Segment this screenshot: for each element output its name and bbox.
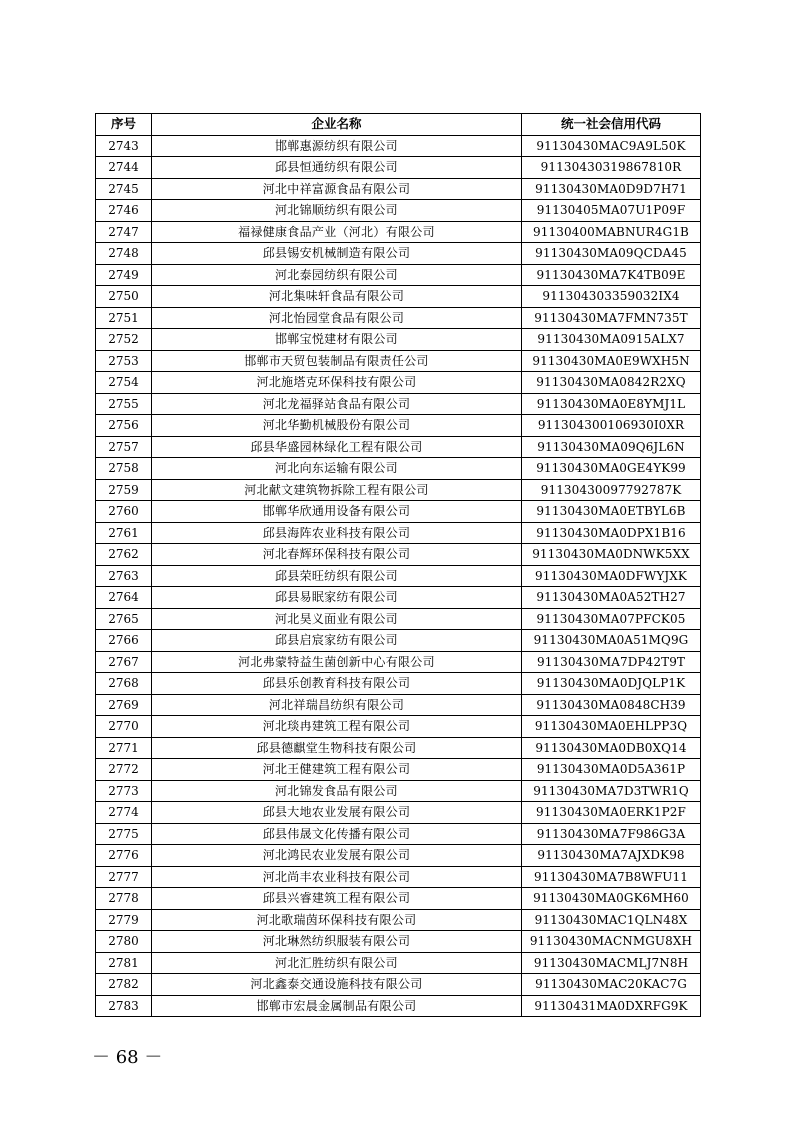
credit-code-cell: 91130430MA7D3TWR1Q: [522, 780, 701, 802]
credit-code-cell: 911304300106930I0XR: [522, 415, 701, 437]
serial-number-cell: 2747: [96, 221, 152, 243]
serial-number-cell: 2770: [96, 716, 152, 738]
serial-number-cell: 2774: [96, 802, 152, 824]
serial-number-cell: 2750: [96, 286, 152, 308]
table-row: [96, 888, 701, 910]
table-row: [96, 802, 701, 824]
table-row: [96, 135, 701, 157]
credit-code-cell: 91130430MA7B8WFU11: [522, 866, 701, 888]
table-row: [96, 178, 701, 200]
serial-number-cell: 2767: [96, 651, 152, 673]
table-row: [96, 458, 701, 480]
serial-number-cell: 2751: [96, 307, 152, 329]
table-row: [96, 780, 701, 802]
serial-number-cell: 2745: [96, 178, 152, 200]
table-row: [96, 565, 701, 587]
table-row: [96, 393, 701, 415]
table-row: [96, 737, 701, 759]
serial-number-cell: 2762: [96, 544, 152, 566]
enterprise-name-cell: 河北集味轩食品有限公司: [152, 286, 522, 308]
table-row: [96, 995, 701, 1017]
enterprise-name-cell: 福禄健康食品产业（河北）有限公司: [152, 221, 522, 243]
table-row: [96, 866, 701, 888]
table-row: [96, 651, 701, 673]
table-row: [96, 243, 701, 265]
serial-number-cell: 2773: [96, 780, 152, 802]
serial-number-cell: 2756: [96, 415, 152, 437]
table-row: [96, 630, 701, 652]
credit-code-cell: 91130430MA0E9WXH5N: [522, 350, 701, 372]
serial-number-cell: 2755: [96, 393, 152, 415]
credit-code-cell: 91130430319867810R: [522, 157, 701, 179]
enterprise-table: [95, 113, 701, 1017]
enterprise-name-cell: 河北歌瑞茵环保科技有限公司: [152, 909, 522, 931]
enterprise-name-cell: 河北王健建筑工程有限公司: [152, 759, 522, 781]
enterprise-name-cell: 邱县海阵农业科技有限公司: [152, 522, 522, 544]
credit-code-cell: 91130430MA0DPX1B16: [522, 522, 701, 544]
enterprise-name-cell: 邱县大地农业发展有限公司: [152, 802, 522, 824]
credit-code-cell: 91130430MA0A51MQ9G: [522, 630, 701, 652]
enterprise-name-cell: 河北尚丰农业科技有限公司: [152, 866, 522, 888]
credit-code-cell: 91130430MA7K4TB09E: [522, 264, 701, 286]
enterprise-name-cell: 河北鸿民农业发展有限公司: [152, 845, 522, 867]
table-row: [96, 759, 701, 781]
credit-code-cell: 91130430MA0ERK1P2F: [522, 802, 701, 824]
table-row: [96, 952, 701, 974]
credit-code-cell: 91130430MA0D9D7H71: [522, 178, 701, 200]
enterprise-name-cell: 河北向东运输有限公司: [152, 458, 522, 480]
table-row: [96, 307, 701, 329]
enterprise-name-cell: 河北龙福驿站食品有限公司: [152, 393, 522, 415]
enterprise-name-cell: 邱县易眠家纺有限公司: [152, 587, 522, 609]
enterprise-name-cell: 河北鑫泰交通设施科技有限公司: [152, 974, 522, 996]
serial-number-cell: 2783: [96, 995, 152, 1017]
credit-code-cell: 91130430MA0E8YMJ1L: [522, 393, 701, 415]
table-row: [96, 673, 701, 695]
serial-number-cell: 2744: [96, 157, 152, 179]
table-row: [96, 479, 701, 501]
enterprise-name-cell: 邱县锡安机械制造有限公司: [152, 243, 522, 265]
serial-number-cell: 2748: [96, 243, 152, 265]
enterprise-name-cell: 河北中祥富源食品有限公司: [152, 178, 522, 200]
credit-code-cell: 91130430097792787K: [522, 479, 701, 501]
serial-number-cell: 2746: [96, 200, 152, 222]
table-row: [96, 350, 701, 372]
credit-code-cell: 91130430MAC9A9L50K: [522, 135, 701, 157]
enterprise-name-cell: 河北弗蒙特益生菌创新中心有限公司: [152, 651, 522, 673]
credit-code-cell: 91130430MA7AJXDK98: [522, 845, 701, 867]
serial-number-cell: 2776: [96, 845, 152, 867]
table-row: [96, 522, 701, 544]
credit-code-cell: 91130430MA7DP42T9T: [522, 651, 701, 673]
table-row: [96, 587, 701, 609]
serial-number-cell: 2764: [96, 587, 152, 609]
credit-code-cell: 91130430MA0DNWK5XX: [522, 544, 701, 566]
enterprise-name-cell: 河北华勤机械股份有限公司: [152, 415, 522, 437]
credit-code-cell: 91130430MACNMGU8XH: [522, 931, 701, 953]
credit-code-cell: 91130430MA0842R2XQ: [522, 372, 701, 394]
serial-number-cell: 2768: [96, 673, 152, 695]
serial-number-cell: 2743: [96, 135, 152, 157]
table-row: [96, 264, 701, 286]
serial-number-cell: 2779: [96, 909, 152, 931]
credit-code-cell: 91130430MA0848CH39: [522, 694, 701, 716]
table-row: [96, 372, 701, 394]
credit-code-cell: 91130430MA09QCDA45: [522, 243, 701, 265]
enterprise-name-cell: 河北琳然纺织服装有限公司: [152, 931, 522, 953]
page-number: － 68 －: [92, 1047, 163, 1068]
serial-number-cell: 2771: [96, 737, 152, 759]
table-row: [96, 200, 701, 222]
enterprise-name-cell: 邯郸惠源纺织有限公司: [152, 135, 522, 157]
serial-number-cell: 2769: [96, 694, 152, 716]
enterprise-name-cell: 邱县德麒堂生物科技有限公司: [152, 737, 522, 759]
serial-number-cell: 2758: [96, 458, 152, 480]
enterprise-name-cell: 邱县伟晟文化传播有限公司: [152, 823, 522, 845]
enterprise-name-cell: 邯郸华欣通用设备有限公司: [152, 501, 522, 523]
serial-number-cell: 2754: [96, 372, 152, 394]
credit-code-cell: 91130430MA0DJQLP1K: [522, 673, 701, 695]
credit-code-cell: 91130430MAC20KAC7G: [522, 974, 701, 996]
enterprise-name-cell: 邱县荣旺纺织有限公司: [152, 565, 522, 587]
credit-code-cell: 91130430MA0A52TH27: [522, 587, 701, 609]
serial-number-cell: 2759: [96, 479, 152, 501]
credit-code-cell: 91130430MA7FMN735T: [522, 307, 701, 329]
table-row: [96, 415, 701, 437]
serial-number-cell: 2781: [96, 952, 152, 974]
table-body: [96, 135, 701, 1017]
table-row: [96, 286, 701, 308]
serial-number-cell: 2757: [96, 436, 152, 458]
enterprise-name-cell: 邱县乐创教育科技有限公司: [152, 673, 522, 695]
serial-number-cell: 2766: [96, 630, 152, 652]
serial-number-cell: 2778: [96, 888, 152, 910]
table-row: [96, 501, 701, 523]
credit-code-cell: 91130430MA0GK6MH60: [522, 888, 701, 910]
serial-number-cell: 2772: [96, 759, 152, 781]
enterprise-name-cell: 河北锦顺纺织有限公司: [152, 200, 522, 222]
enterprise-name-cell: 河北锦发食品有限公司: [152, 780, 522, 802]
table-row: [96, 909, 701, 931]
enterprise-name-cell: 河北昊义面业有限公司: [152, 608, 522, 630]
credit-code-cell: 91130430MA0915ALX7: [522, 329, 701, 351]
credit-code-cell: 91130430MA09Q6JL6N: [522, 436, 701, 458]
table-row: [96, 329, 701, 351]
table-row: [96, 974, 701, 996]
serial-number-cell: 2761: [96, 522, 152, 544]
header-serial-number: 序号: [96, 114, 152, 136]
credit-code-cell: 91130430MA0ETBYL6B: [522, 501, 701, 523]
serial-number-cell: 2753: [96, 350, 152, 372]
credit-code-cell: 91130400MABNUR4G1B: [522, 221, 701, 243]
enterprise-name-cell: 邱县华盛园林绿化工程有限公司: [152, 436, 522, 458]
credit-code-cell: 91130430MA0D5A361P: [522, 759, 701, 781]
table-row: [96, 221, 701, 243]
serial-number-cell: 2765: [96, 608, 152, 630]
enterprise-name-cell: 河北献文建筑物拆除工程有限公司: [152, 479, 522, 501]
table-row: [96, 931, 701, 953]
credit-code-cell: 91130430MA0GE4YK99: [522, 458, 701, 480]
header-credit-code: 统一社会信用代码: [522, 114, 701, 136]
credit-code-cell: 911304303359032IX4: [522, 286, 701, 308]
credit-code-cell: 91130430MA0DB0XQ14: [522, 737, 701, 759]
enterprise-name-cell: 河北汇胜纺织有限公司: [152, 952, 522, 974]
enterprise-name-cell: 河北祥瑞昌纺织有限公司: [152, 694, 522, 716]
enterprise-name-cell: 河北怡园堂食品有限公司: [152, 307, 522, 329]
enterprise-name-cell: 邯郸市宏晨金属制品有限公司: [152, 995, 522, 1017]
table-row: [96, 716, 701, 738]
enterprise-name-cell: 邱县恒通纺织有限公司: [152, 157, 522, 179]
enterprise-name-cell: 邱县兴睿建筑工程有限公司: [152, 888, 522, 910]
serial-number-cell: 2760: [96, 501, 152, 523]
table-row: [96, 694, 701, 716]
table-row: [96, 544, 701, 566]
credit-code-cell: 91130405MA07U1P09F: [522, 200, 701, 222]
enterprise-name-cell: 河北泰园纺织有限公司: [152, 264, 522, 286]
enterprise-name-cell: 河北春辉环保科技有限公司: [152, 544, 522, 566]
credit-code-cell: 91130430MACMLJ7N8H: [522, 952, 701, 974]
table-row: [96, 823, 701, 845]
serial-number-cell: 2777: [96, 866, 152, 888]
table-row: [96, 436, 701, 458]
credit-code-cell: 91130430MAC1QLN48X: [522, 909, 701, 931]
credit-code-cell: 91130430MA7F986G3A: [522, 823, 701, 845]
enterprise-name-cell: 河北琰冉建筑工程有限公司: [152, 716, 522, 738]
enterprise-name-cell: 邯郸市天贸包装制品有限责任公司: [152, 350, 522, 372]
serial-number-cell: 2752: [96, 329, 152, 351]
enterprise-name-cell: 河北施塔克环保科技有限公司: [152, 372, 522, 394]
table-row: [96, 845, 701, 867]
table-row: [96, 608, 701, 630]
enterprise-name-cell: 邱县启宸家纺有限公司: [152, 630, 522, 652]
credit-code-cell: 91130430MA0EHLPP3Q: [522, 716, 701, 738]
table-header-row: [96, 114, 701, 136]
enterprise-name-cell: 邯郸宝悦建材有限公司: [152, 329, 522, 351]
credit-code-cell: 91130430MA0DFWYJXK: [522, 565, 701, 587]
serial-number-cell: 2775: [96, 823, 152, 845]
table-row: [96, 157, 701, 179]
serial-number-cell: 2782: [96, 974, 152, 996]
credit-code-cell: 91130431MA0DXRFG9K: [522, 995, 701, 1017]
credit-code-cell: 91130430MA07PFCK05: [522, 608, 701, 630]
serial-number-cell: 2763: [96, 565, 152, 587]
header-enterprise-name: 企业名称: [152, 114, 522, 136]
serial-number-cell: 2749: [96, 264, 152, 286]
serial-number-cell: 2780: [96, 931, 152, 953]
